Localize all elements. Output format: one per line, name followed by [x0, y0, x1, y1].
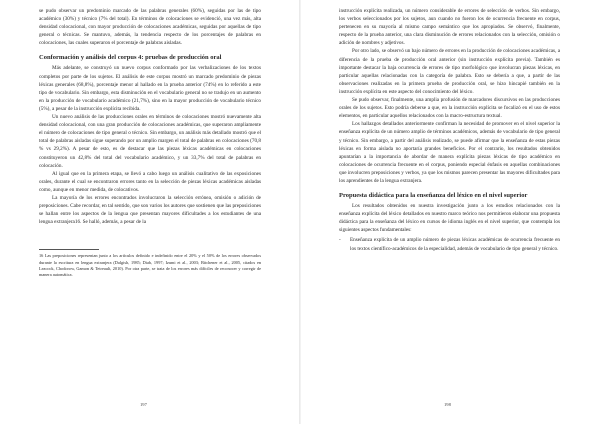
book-gutter	[299, 0, 301, 424]
right-page-column	[339, 7, 560, 253]
page-number: 198	[444, 402, 451, 407]
list-item	[339, 236, 560, 252]
paragraph: La mayoría de los errores encontrados involucraron la selección errónea, omisión o adición de preposiciones. Cabe recordar, en tal sentido, que son varios los autores que sostienen que las preposiciones se hallan entre los aspectos de la lengua que presentan mayores dificultades a los estudiantes de una lengua extranjera16. Se halló, además, a pesar de la	[39, 194, 261, 226]
paragraph: Un nuevo análisis de las producciones orales en términos de colocaciones mostró nuevamente alta densidad colocacional, con una gran producción de colocaciones académicas, que superaron ampliamente el número de colocaciones de tipo general o técnico. Sin embargo, un análisis más detallado mostró que el total de palabras aisladas sigue superando por un amplio margen el total de palabras en colocaciones (70,8 % vs 29,2%). A pesar de esto, es de destacar que las piezas léxicas académicas en colocaciones constituyeron un 42,8% del total del vocabulario académico, y un 33,7% del total de palabras en colocación.	[39, 114, 261, 169]
paragraph: instrucción explícita realizada, un número considerable de errores de selección de verbos. Sin embargo, los verbos seleccionados por los sujetos, aun cuando no fueron los de ocurrencia frecuente en corpus, pertenecen en su mayoría al mismo campo semántico que los apropiados. Se observó, finalmente, respecto de la prueba anterior, una clara disminución de errores relacionados con la selección, omisión o adición de nombres y adjetivos.	[339, 8, 560, 47]
paragraph: Los resultados obtenidos en nuestra investigación junto a los estudios relacionados con la enseñanza explícita del léxico detallados en nuestro marco teórico nos permitieron elaborar una propuesta didáctica para la enseñanza del léxico en cursos de idioma inglés en el nivel superior, que contempla los siguientes aspectos fundamentales:	[339, 203, 560, 234]
bullet-list	[339, 236, 560, 252]
list-item-text: Enseñanza explícita de un amplio número de piezas léxicas académicas de ocurrencia frecuente en los textos científico-académicos de la especialidad, además de vocabulario de tipo general y técnico.	[350, 237, 560, 252]
page-number: 197	[140, 402, 147, 407]
paragraph: se pudo observar un predominio marcado de las palabras generales (60%), seguidas por las de tipo académico (30%) y técnico (7% del total). En términos de colocaciones se evidenció, una vez más, alta densidad colocacional, con mayor producción de colocaciones académicas, seguidas por aquellas de tipo general o técnicas. Se mantuvo, además, la tendencia respecto de los porcentajes de palabras en colocaciones, las cuales superaron el porcentaje de palabras aisladas.	[39, 8, 261, 47]
paragraph: Más adelante, se construyó un nuevo corpus conformado por las verbalizaciones de los textos completos por parte de los sujetos. El análisis de este corpus mostró un marcado predominio de piezas léxicas generales (68,8%), porcentaje menor al hallado en la prueba anterior (74%) en lo referido a este tipo de vocabulario. Sin embargo, esta disminución en el vocabulario general no se tradujo en un aumento en la producción de vocabulario académico (21,7%), sino en la mayor producción de vocabulario técnico (5%), a pesar de la instrucción explícita recibida.	[39, 65, 261, 112]
footnote: 16 Las preposiciones representan junto a los artículos definido e indefinido entre el 20% y el 50% de los errores observados durante la escritura en lengua extranjera (Dalgish, 1985; Diab, 1997; Izumi et al., 2003; Bitchener et al., 2005, citados en Leacock, Chodorow, Gamon & Tetreault, 2010). Por otra parte, se trata de los errores más difíciles de reconocer y corregir de manera automática.	[39, 253, 261, 277]
bullet-marker: -	[339, 237, 341, 244]
section-heading: Propuesta didáctica para la enseñanza del léxico en el nivel superior	[339, 192, 528, 200]
footnote-divider	[39, 249, 99, 250]
paragraph: Los hallazgos detallados anteriormente confirman la necesidad de promover en el nivel superior la enseñanza explícita de un número amplio de términos académicos, además de vocabulario de tipo general y técnico. Sin embargo, a partir del análisis realizado, se puede afirmar que la enseñanza de estas piezas léxicas en forma aislada no aportaría grandes beneficios. Por el contrario, los resultados obtenidos apuntarían a la importancia de abordar de manera explícita piezas léxicas de tipo académico en colocaciones de ocurrencia frecuente en el corpus, poniendo especial énfasis en aquellas combinaciones que involucren preposiciones y verbos, ya que los mismos parecen presentar las mayores dificultades para los aprendientes de la lengua extranjera.	[339, 121, 560, 184]
paragraph: Por otro lado, se observó un bajo número de errores en la producción de colocaciones académicas, a diferencia de la prueba de producción oral anterior (sin instrucción explícita previa). También es importante destacar la baja ocurrencia de errores de tipo morfológico que involucran piezas léxicas, en particular aquellas relacionadas con la categoría de palabra. Esto se debería a que, a partir de las observaciones realizadas en la primera prueba de producción oral, se hizo hincapié también en la instrucción explícita en este aspecto del conocimiento del léxico.	[339, 48, 560, 95]
section-heading: Conformación y análisis del corpus 4: pruebas de producción oral	[39, 54, 222, 62]
paragraph: Se pudo observar, finalmente, una amplia profusión de marcadores discursivos en las producciones orales de los sujetos. Esto podría deberse a que, en la instrucción explícita se focalizó en el uso de estos elementos, en particular aquellos relacionados con la macro-estructura textual.	[339, 97, 560, 120]
left-page-column	[39, 7, 261, 278]
paragraph: Al igual que en la primera etapa, se llevó a cabo luego un análisis cualitativo de las exposiciones orales, durante el cual se encontraron errores tanto en la selección de piezas léxicas académicas aisladas como, aunque en menor medida, de colocativos.	[39, 170, 261, 193]
